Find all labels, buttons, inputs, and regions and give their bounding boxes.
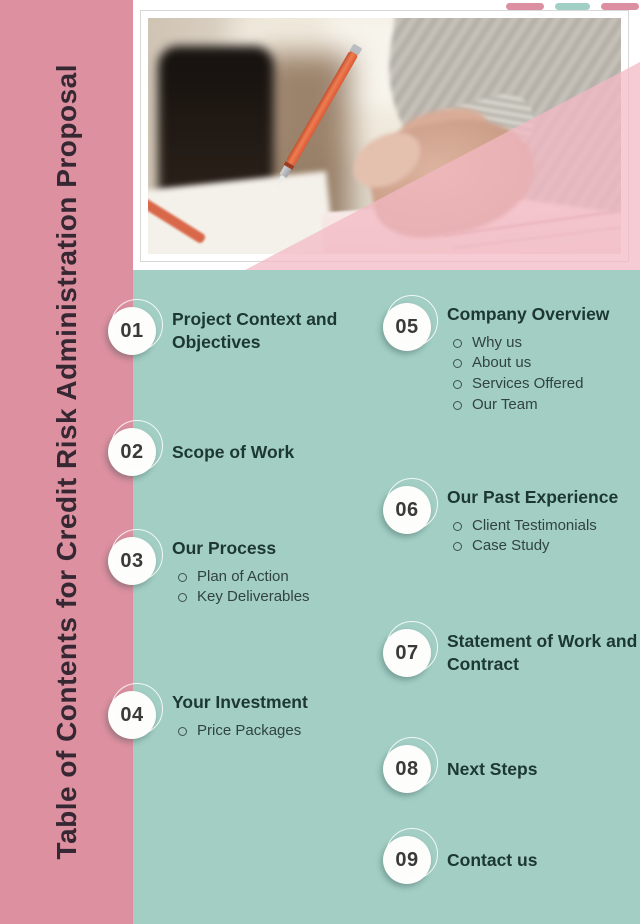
toc-text bbox=[447, 629, 640, 677]
toc-text bbox=[172, 428, 364, 476]
toc-text bbox=[172, 537, 364, 608]
toc-subitem: Price Packages bbox=[172, 721, 364, 742]
toc-item-08 bbox=[383, 745, 640, 793]
toc-number-badge bbox=[108, 537, 156, 585]
toc-subitem-list bbox=[447, 516, 640, 557]
page-title: Table of Contents for Credit Risk Administration Proposal bbox=[50, 64, 82, 860]
toc-item-title: Your Investment bbox=[172, 692, 308, 712]
toc-number: 06 bbox=[395, 498, 419, 521]
toc-item-05 bbox=[383, 303, 640, 416]
toc-text bbox=[447, 836, 640, 884]
toc-item-title: Our Process bbox=[172, 538, 277, 558]
toc-number-badge bbox=[383, 629, 431, 677]
toc-subitem: Why us bbox=[447, 333, 640, 354]
toc-number-badge bbox=[108, 691, 156, 739]
toc-text bbox=[447, 745, 640, 793]
toc-item-title: Scope of Work bbox=[172, 441, 295, 462]
toc-subitem: About us bbox=[447, 353, 640, 374]
toc-number-badge bbox=[108, 307, 156, 355]
toc-number: 01 bbox=[120, 319, 144, 342]
toc-subitem: Case Study bbox=[447, 536, 640, 557]
toc-text bbox=[447, 303, 640, 416]
toc-number-badge bbox=[108, 428, 156, 476]
toc-item-title: Company Overview bbox=[447, 304, 610, 324]
toc-number-badge bbox=[383, 745, 431, 793]
toc-number: 02 bbox=[120, 440, 144, 463]
toc-item-03 bbox=[108, 537, 364, 608]
toc-text bbox=[447, 486, 640, 557]
header-area bbox=[133, 0, 640, 270]
toc-item-04 bbox=[108, 691, 364, 741]
toc-item-title: Statement of Work and Contract bbox=[447, 631, 638, 674]
toc-number: 03 bbox=[120, 549, 144, 572]
toc-subitem: Services Offered bbox=[447, 374, 640, 395]
toc-subitem: Our Team bbox=[447, 395, 640, 416]
toc-subitem: Plan of Action bbox=[172, 567, 364, 588]
toc-subitem: Client Testimonials bbox=[447, 516, 640, 537]
toc-number-badge bbox=[383, 836, 431, 884]
hero-photo-frame bbox=[140, 10, 629, 262]
toc-item-title: Project Context and Objectives bbox=[172, 309, 338, 352]
toc-subitem-list bbox=[447, 333, 640, 416]
toc-item-09 bbox=[383, 836, 640, 884]
toc-number: 08 bbox=[395, 757, 419, 780]
toc-text bbox=[172, 307, 364, 355]
toc-number: 04 bbox=[120, 703, 144, 726]
toc-text bbox=[172, 691, 364, 741]
toc-item-06 bbox=[383, 486, 640, 557]
toc-number: 05 bbox=[395, 315, 419, 338]
toc-number: 07 bbox=[395, 641, 419, 664]
toc-item-01 bbox=[108, 307, 364, 355]
toc-item-07 bbox=[383, 629, 640, 677]
toc-subitem-list bbox=[172, 567, 364, 608]
pill-teal-icon bbox=[555, 3, 590, 10]
decoration-pills bbox=[506, 3, 639, 10]
toc-number-badge bbox=[383, 303, 431, 351]
pill-pink-icon bbox=[601, 3, 639, 10]
toc-item-title: Next Steps bbox=[447, 758, 538, 779]
hero-photo bbox=[148, 18, 621, 254]
toc-subitem-list bbox=[172, 721, 364, 742]
toc-subitem: Key Deliverables bbox=[172, 587, 364, 608]
toc-number: 09 bbox=[395, 848, 419, 871]
toc-item-02 bbox=[108, 428, 364, 476]
toc-number-badge bbox=[383, 486, 431, 534]
pill-pink-icon bbox=[506, 3, 544, 10]
toc-item-title: Contact us bbox=[447, 849, 538, 870]
toc-item-title: Our Past Experience bbox=[447, 487, 619, 507]
